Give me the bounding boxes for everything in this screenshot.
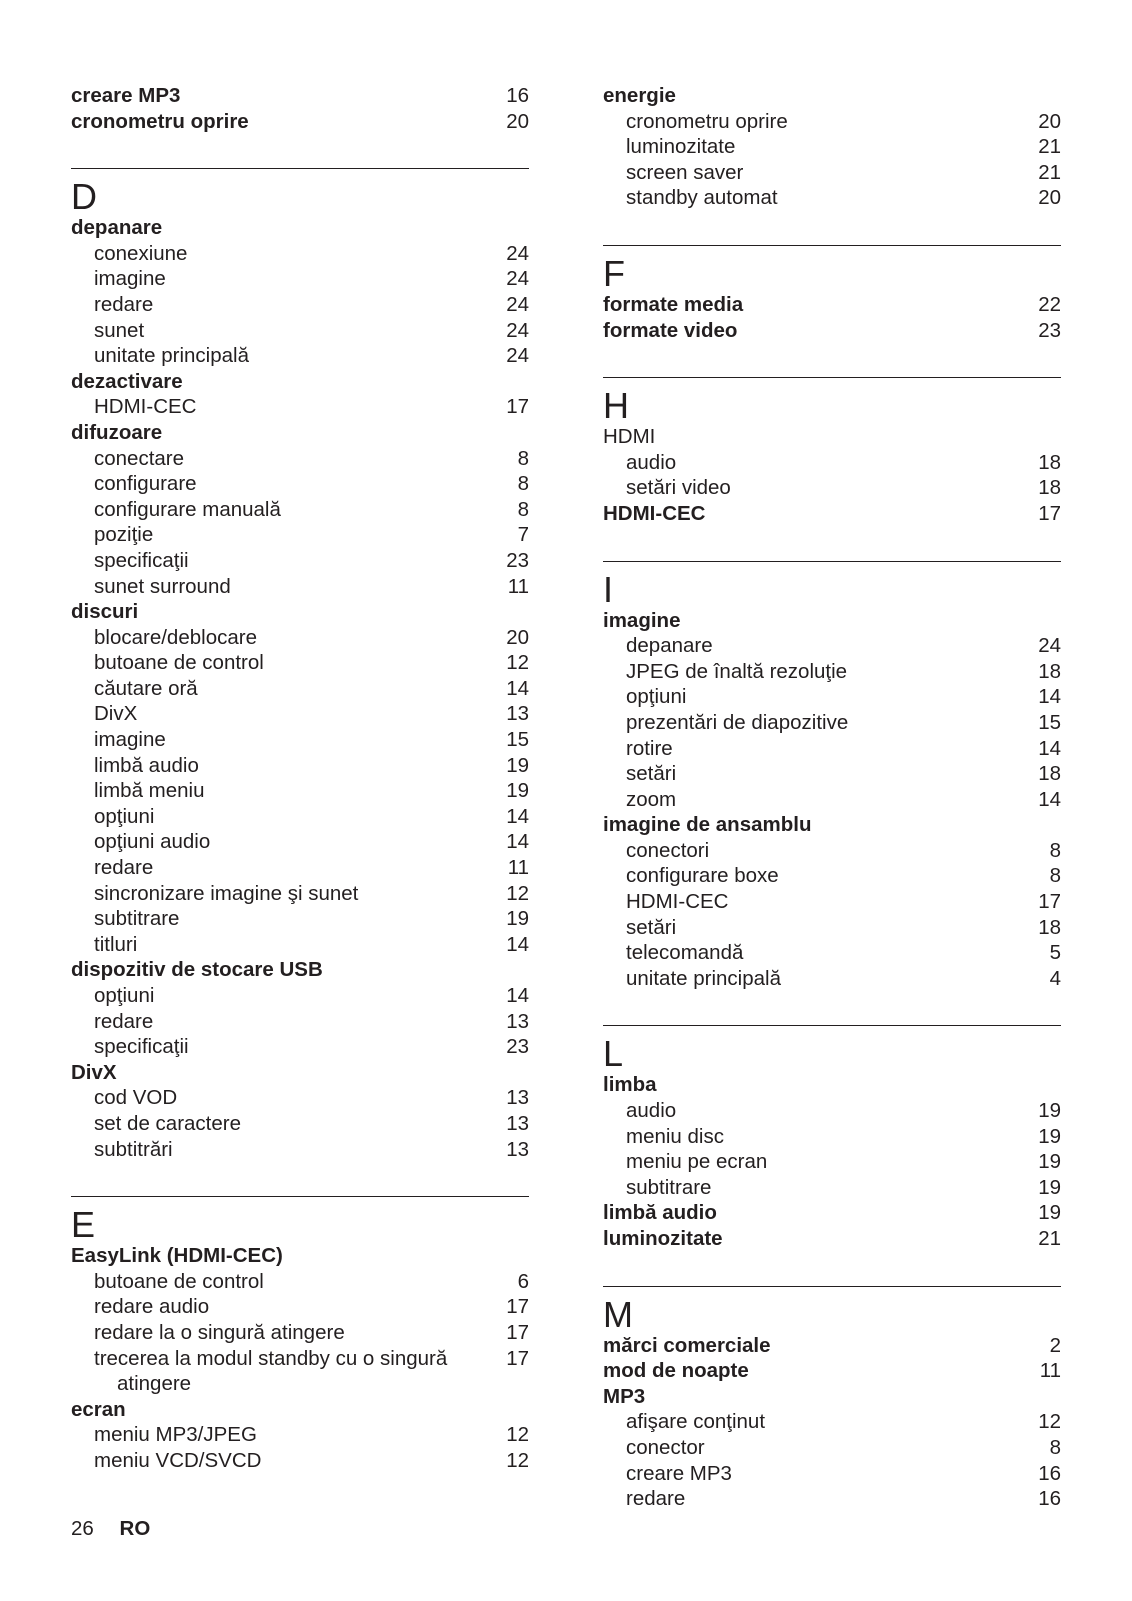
index-entry-page: 20 — [1038, 186, 1061, 210]
index-entry-page: 21 — [1038, 1227, 1061, 1250]
index-entry-meniu-pe-ecran — [603, 1149, 1061, 1175]
index-entry-page: 19 — [1038, 1175, 1061, 1199]
index-entry-label: creare MP3 — [626, 1461, 732, 1485]
index-entry-label: unitate principală — [94, 344, 249, 368]
index-entry-label: opţiuni audio — [94, 830, 211, 854]
page-footer — [71, 1517, 150, 1541]
index-entry-label: configurare manuală — [94, 497, 281, 521]
index-entry-page: 17 — [1038, 890, 1061, 914]
section-letter-m: M — [603, 1293, 633, 1335]
index-entry-redare — [71, 1009, 529, 1035]
index-entry-telecomanda — [603, 940, 1061, 966]
index-entry-page: 13 — [506, 1086, 529, 1110]
index-entry-page: 24 — [1038, 634, 1061, 658]
index-entry-label: sunet — [94, 318, 145, 342]
index-entry-page: 19 — [1038, 1201, 1061, 1225]
index-entry-limba-audio — [603, 1200, 1061, 1226]
index-entry-hdmi-cec — [603, 501, 1061, 527]
index-entry-page: 20 — [1038, 109, 1061, 133]
index-entry-label: imagine — [94, 267, 166, 291]
index-entry-limba-audio — [71, 753, 529, 779]
index-entry-page: 19 — [506, 779, 529, 803]
index-entry-label: mod de noapte — [603, 1359, 749, 1383]
index-entry-page: 22 — [1038, 292, 1061, 316]
index-entry-imagine-de-ansamblu — [603, 812, 1061, 838]
index-entry-divx — [71, 1060, 529, 1086]
index-entry-dezactivare — [71, 369, 529, 395]
index-entry-unitate-principala — [71, 343, 529, 369]
index-entry-page: 8 — [517, 497, 529, 521]
index-entry-luminozitate — [603, 134, 1061, 160]
index-entry-specificatii — [71, 548, 529, 574]
index-entry-label: titluri — [94, 932, 138, 956]
index-entry-label: opţiuni — [94, 984, 155, 1007]
index-entry-label: HDMI — [603, 425, 656, 449]
index-entry-page: 16 — [506, 84, 529, 107]
index-entry-label: cronometru oprire — [626, 109, 788, 133]
index-entry-label: redare audio — [94, 1295, 210, 1319]
index-entry-page: 17 — [506, 1295, 529, 1319]
index-entry-configurare-manuala — [71, 497, 529, 523]
index-entry-page: 12 — [506, 1448, 529, 1472]
index-entry-page: 17 — [506, 1320, 529, 1344]
index-entry-easylink-hdmi-cec — [71, 1243, 529, 1269]
index-entry-page: 5 — [1049, 941, 1061, 965]
index-entry-audio — [603, 450, 1061, 476]
index-entry-label: opţiuni — [94, 804, 155, 828]
index-entry-page: 14 — [506, 984, 529, 1007]
index-entry-discuri — [71, 599, 529, 625]
index-entry-label: conectare — [94, 446, 185, 470]
section-divider — [603, 245, 1061, 246]
index-entry-page: 19 — [1038, 1150, 1061, 1174]
section-divider — [603, 377, 1061, 378]
index-entry-blocare-deblocare — [71, 625, 529, 651]
index-entry-label: screen saver — [626, 160, 744, 184]
index-entry-page: 15 — [1038, 710, 1061, 734]
index-entry-formate-video — [603, 318, 1061, 344]
index-entry-meniu-mp3-jpeg — [71, 1422, 529, 1448]
index-entry-page: 14 — [1038, 685, 1061, 709]
index-entry-label: luminozitate — [626, 135, 736, 159]
index-entry-ecran — [71, 1397, 529, 1423]
index-entry-page: 19 — [1038, 1124, 1061, 1148]
index-entry-page: 8 — [1049, 1435, 1061, 1459]
index-entry-page: 21 — [1038, 135, 1061, 159]
index-entry-standby-automat — [603, 185, 1061, 211]
index-entry-zoom — [603, 787, 1061, 813]
index-entry-setari-video — [603, 475, 1061, 501]
index-entry-label: audio — [626, 1099, 677, 1123]
index-entry-page: 7 — [517, 523, 529, 547]
index-entry-creare-mp3 — [603, 1461, 1061, 1487]
index-entry-page: 14 — [1038, 787, 1061, 811]
index-entry-label: zoom — [626, 787, 677, 811]
index-entry-creare-mp3 — [71, 83, 529, 109]
index-entry-label: creare MP3 — [71, 84, 181, 107]
index-entry-page: 14 — [1038, 736, 1061, 760]
index-entry-optiuni — [71, 804, 529, 830]
index-entry-page: 13 — [506, 1137, 529, 1161]
index-entry-page: 24 — [506, 318, 529, 342]
index-entry-jpeg-de-inalta-rezolutie — [603, 659, 1061, 685]
index-entry-label: limbă audio — [603, 1201, 717, 1225]
index-entry-hdmi-cec — [71, 394, 529, 420]
index-entry-label: HDMI-CEC — [603, 501, 706, 525]
section-letter-d: D — [71, 176, 97, 218]
section-letter-f: F — [603, 252, 625, 294]
index-entry-cod-vod — [71, 1085, 529, 1111]
section-letter-l: L — [603, 1033, 624, 1075]
index-entry-page: 18 — [1038, 659, 1061, 683]
index-entry-screen-saver — [603, 160, 1061, 186]
index-entry-label: depanare — [626, 634, 713, 658]
index-entry-pozitie — [71, 522, 529, 548]
index-entry-label: meniu MP3/JPEG — [94, 1423, 257, 1447]
index-entry-label: redare — [94, 856, 154, 880]
index-entry-subtitrare — [71, 906, 529, 932]
index-entry-page: 12 — [506, 881, 529, 905]
index-entry-imagine — [603, 608, 1061, 634]
index-entry-redare — [603, 1486, 1061, 1512]
index-entry-label: limbă audio — [94, 753, 199, 777]
index-entry-unitate-principala — [603, 966, 1061, 992]
index-entry-label: setări video — [626, 476, 731, 500]
index-entry-label: meniu disc — [626, 1124, 724, 1148]
index-entry-optiuni-audio — [71, 829, 529, 855]
index-entry-dispozitiv-de-stocare-usb — [71, 957, 529, 983]
index-entry-depanare — [603, 633, 1061, 659]
index-entry-label: HDMI-CEC — [94, 395, 197, 419]
section-divider — [603, 1286, 1061, 1287]
index-entry-page: 24 — [506, 267, 529, 291]
index-entry-label: sincronizare imagine şi sunet — [94, 881, 359, 905]
index-entry-subtitrari — [71, 1137, 529, 1163]
index-entry-label: trecerea la modul standby cu o singură atingere — [94, 1346, 448, 1396]
index-entry-conectare — [71, 446, 529, 472]
index-entry-label: conexiune — [94, 241, 188, 265]
index-entry-redare — [71, 292, 529, 318]
index-entry-label: limba — [603, 1073, 657, 1097]
index-entry-formate-media — [603, 292, 1061, 318]
index-entry-label: sunet surround — [94, 574, 231, 598]
index-entry-label: set de caractere — [94, 1111, 241, 1135]
index-entry-label: depanare — [71, 216, 163, 240]
index-entry-label: dezactivare — [71, 369, 183, 393]
section-letter-h: H — [603, 385, 629, 427]
index-entry-redare-la-o-singura-atingere — [71, 1320, 529, 1346]
index-entry-page: 23 — [506, 1035, 529, 1059]
section-letter-i: I — [603, 568, 614, 610]
index-entry-label: căutare oră — [94, 676, 198, 700]
index-entry-page: 8 — [1049, 864, 1061, 888]
index-entry-label: dispozitiv de stocare USB — [71, 958, 323, 982]
index-entry-label: conector — [626, 1435, 705, 1459]
index-entry-page: 24 — [506, 344, 529, 368]
index-entry-label: imagine — [94, 728, 166, 752]
index-entry-page: 4 — [1049, 966, 1061, 990]
index-entry-page: 17 — [506, 395, 529, 419]
index-entry-label: configurare — [94, 472, 197, 496]
index-entry-cautare-ora — [71, 676, 529, 702]
index-entry-difuzoare — [71, 420, 529, 446]
index-entry-label: meniu VCD/SVCD — [94, 1448, 262, 1472]
index-entry-label: butoane de control — [94, 651, 264, 675]
index-entry-energie — [603, 83, 1061, 109]
index-entry-page: 14 — [506, 830, 529, 854]
index-entry-label: standby automat — [626, 186, 778, 210]
index-entry-label: ecran — [71, 1397, 126, 1421]
index-entry-page: 2 — [1049, 1333, 1061, 1357]
index-entry-optiuni — [71, 983, 529, 1009]
index-entry-label: DivX — [94, 702, 138, 726]
index-entry-optiuni — [603, 684, 1061, 710]
index-entry-label: redare — [626, 1487, 686, 1511]
index-entry-label: HDMI-CEC — [626, 890, 729, 914]
index-entry-label: redare — [94, 1009, 154, 1033]
index-entry-label: MP3 — [603, 1384, 646, 1408]
index-entry-page: 13 — [506, 1009, 529, 1033]
index-entry-page: 24 — [506, 292, 529, 316]
index-entry-page: 12 — [506, 651, 529, 675]
index-entry-page: 12 — [1038, 1410, 1061, 1434]
index-entry-label: subtitrare — [626, 1175, 712, 1199]
index-entry-page: 13 — [506, 702, 529, 726]
index-entry-label: butoane de control — [94, 1269, 264, 1293]
index-entry-label: audio — [626, 450, 677, 474]
index-entry-page: 19 — [506, 907, 529, 931]
index-entry-label: imagine de ansamblu — [603, 813, 812, 837]
index-entry-page: 23 — [1038, 318, 1061, 342]
index-entry-label: specificaţii — [94, 548, 189, 572]
index-entry-set-de-caractere — [71, 1111, 529, 1137]
index-entry-label: luminozitate — [603, 1227, 723, 1250]
index-entry-setari — [603, 915, 1061, 941]
index-entry-label: formate media — [603, 292, 744, 316]
index-entry-page: 14 — [506, 804, 529, 828]
index-entry-label: cronometru oprire — [71, 109, 249, 133]
index-entry-meniu-vcd-svcd — [71, 1448, 529, 1474]
index-entry-label: energie — [603, 84, 676, 107]
index-column-right — [603, 83, 1061, 1512]
index-entry-page: 17 — [1038, 501, 1061, 525]
index-entry-page: 13 — [506, 1111, 529, 1135]
index-entry-sunet — [71, 318, 529, 344]
index-entry-label: telecomandă — [626, 941, 744, 965]
section-divider — [71, 1196, 529, 1197]
language-code: RO — [119, 1517, 151, 1540]
index-entry-luminozitate — [603, 1226, 1061, 1252]
index-entry-page: 16 — [1038, 1487, 1061, 1511]
index-entry-audio — [603, 1098, 1061, 1124]
index-entry-page: 14 — [506, 932, 529, 956]
index-entry-rotire — [603, 736, 1061, 762]
index-entry-sincronizare-imagine-si-sunet — [71, 881, 529, 907]
index-entry-label: DivX — [71, 1060, 117, 1084]
index-entry-setari — [603, 761, 1061, 787]
index-entry-titluri — [71, 932, 529, 958]
index-entry-page: 11 — [1039, 1359, 1061, 1383]
section-divider — [71, 168, 529, 169]
index-entry-prezentari-de-diapozitive — [603, 710, 1061, 736]
index-entry-hdmi-cec — [603, 889, 1061, 915]
index-entry-butoane-de-control — [71, 650, 529, 676]
index-entry-label: prezentări de diapozitive — [626, 710, 849, 734]
index-entry-configurare-boxe — [603, 863, 1061, 889]
index-entry-page: 20 — [506, 625, 529, 649]
index-entry-depanare — [71, 215, 529, 241]
index-entry-label: subtitrări — [94, 1137, 173, 1161]
index-entry-page: 21 — [1038, 160, 1061, 184]
index-entry-label: unitate principală — [626, 966, 781, 990]
index-entry-conectori — [603, 838, 1061, 864]
index-entry-page: 8 — [517, 446, 529, 470]
index-entry-page: 17 — [506, 1346, 529, 1370]
index-entry-page: 19 — [1038, 1099, 1061, 1123]
index-entry-page: 11 — [507, 856, 529, 880]
index-entry-label: setări — [626, 915, 677, 939]
index-entry-label: JPEG de înaltă rezoluţie — [626, 659, 848, 683]
index-entry-page: 19 — [506, 753, 529, 777]
index-entry-label: configurare boxe — [626, 864, 779, 888]
index-entry-label: poziţie — [94, 523, 154, 547]
index-entry-label: discuri — [71, 600, 139, 624]
index-entry-afisare-continut — [603, 1409, 1061, 1435]
index-entry-imagine — [71, 266, 529, 292]
index-entry-limba-meniu — [71, 778, 529, 804]
index-entry-label: rotire — [626, 736, 673, 760]
index-entry-butoane-de-control — [71, 1269, 529, 1295]
index-entry-label: conectori — [626, 838, 710, 862]
index-entry-label: difuzoare — [71, 420, 163, 444]
index-entry-label: subtitrare — [94, 907, 180, 931]
index-entry-page: 18 — [1038, 915, 1061, 939]
index-entry-label: mărci comerciale — [603, 1333, 771, 1357]
section-divider — [603, 1025, 1061, 1026]
index-entry-meniu-disc — [603, 1124, 1061, 1150]
index-entry-label: setări — [626, 762, 677, 786]
index-entry-cronometru-oprire — [71, 109, 529, 135]
index-entry-page: 16 — [1038, 1461, 1061, 1485]
index-entry-cronometru-oprire — [603, 109, 1061, 135]
index-entry-page: 8 — [1049, 838, 1061, 862]
index-entry-page: 20 — [506, 109, 529, 133]
index-entry-subtitrare — [603, 1175, 1061, 1201]
index-entry-page: 18 — [1038, 762, 1061, 786]
index-entry-hdmi — [603, 424, 1061, 450]
index-entry-label: afişare conţinut — [626, 1410, 766, 1434]
index-entry-label: limbă meniu — [94, 779, 205, 803]
index-entry-conexiune — [71, 241, 529, 267]
index-entry-label: redare la o singură atingere — [94, 1320, 345, 1344]
page-number: 26 — [71, 1517, 94, 1540]
index-entry-label: EasyLink (HDMI-CEC) — [71, 1244, 283, 1268]
index-entry-label: cod VOD — [94, 1086, 178, 1110]
index-entry-mp3 — [603, 1384, 1061, 1410]
index-entry-imagine — [71, 727, 529, 753]
index-entry-conector — [603, 1435, 1061, 1461]
index-entry-label: meniu pe ecran — [626, 1150, 768, 1174]
index-entry-label: specificaţii — [94, 1035, 189, 1059]
index-entry-page: 11 — [507, 574, 529, 598]
index-entry-divx — [71, 701, 529, 727]
index-entry-label: opţiuni — [626, 685, 687, 709]
section-letter-e: E — [71, 1204, 96, 1246]
index-column-left — [71, 83, 529, 1474]
index-entry-redare — [71, 855, 529, 881]
index-entry-label: formate video — [603, 318, 738, 342]
index-entry-trecerea-la-modul-standby-cu-o-singura-atingere — [71, 1346, 529, 1397]
index-entry-page: 6 — [517, 1269, 529, 1293]
index-entry-sunet-surround — [71, 574, 529, 600]
index-entry-mod-de-noapte — [603, 1358, 1061, 1384]
index-entry-page: 15 — [506, 728, 529, 752]
index-entry-page: 23 — [506, 548, 529, 572]
index-entry-configurare — [71, 471, 529, 497]
index-entry-marci-comerciale — [603, 1333, 1061, 1359]
index-entry-page: 8 — [517, 472, 529, 496]
index-entry-page: 12 — [506, 1423, 529, 1447]
index-entry-page: 18 — [1038, 450, 1061, 474]
index-entry-label: imagine — [603, 608, 681, 632]
index-entry-page: 24 — [506, 241, 529, 265]
index-entry-label: blocare/deblocare — [94, 625, 257, 649]
section-divider — [603, 561, 1061, 562]
index-entry-limba — [603, 1072, 1061, 1098]
index-entry-page: 14 — [506, 676, 529, 700]
index-entry-label: redare — [94, 292, 154, 316]
index-entry-page: 18 — [1038, 476, 1061, 500]
index-entry-specificatii — [71, 1034, 529, 1060]
index-entry-redare-audio — [71, 1294, 529, 1320]
